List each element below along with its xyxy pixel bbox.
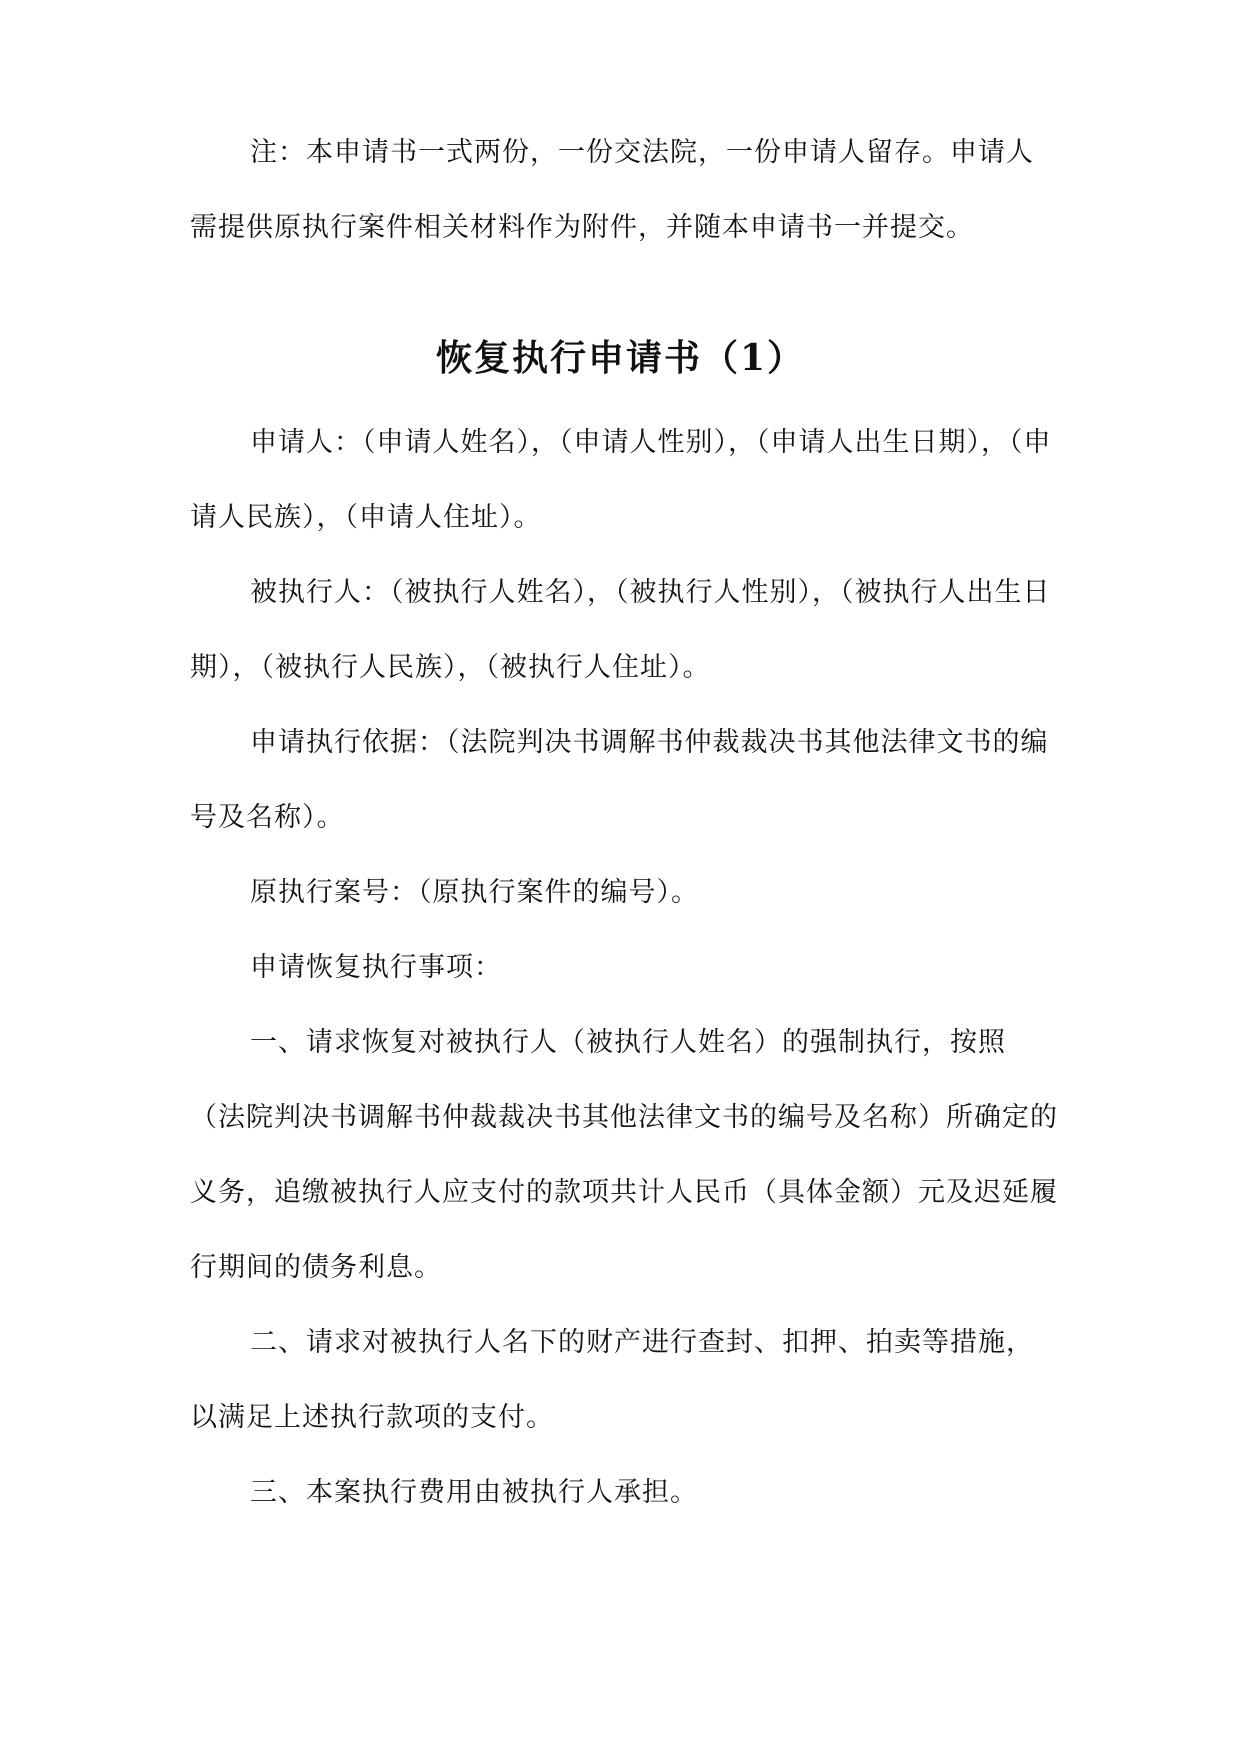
case-number-paragraph: 原执行案号：（原执行案件的编号）。 (250, 877, 699, 908)
items-heading: 申请恢复执行事项： (250, 952, 502, 983)
document-title: 恢复执行申请书（1） (435, 337, 806, 379)
item-2-paragraph: 二、请求对被执行人名下的财产进行查封、扣押、拍卖等措施，以满足上述执行款项的支付。 (190, 1327, 1034, 1433)
applicant-paragraph: 申请人：（申请人姓名），（申请人性别），（申请人出生日期），（申请人民族），（申请人住址）。 (190, 427, 1052, 533)
respondent-paragraph: 被执行人：（被执行人姓名），（被执行人性别），（被执行人出生日期），（被执行人民族），（被执行人住址）。 (190, 577, 1051, 683)
basis-paragraph: 申请执行依据：（法院判决书调解书仲裁裁决书其他法律文书的编号及名称）。 (190, 727, 1049, 833)
note-paragraph: 注：本申请书一式两份，一份交法院，一份申请人留存。申请人需提供原执行案件相关材料作为附件，并随本申请书一并提交。 (190, 137, 1034, 243)
item-1-paragraph: 一、请求恢复对被执行人（被执行人姓名）的强制执行，按照（法院判决书调解书仲裁裁决书其他法律文书的编号及名称）所确定的义务，追缴被执行人应支付的款项共计人民币（具体金额）元及迟延履行期间的债务利息。 (190, 1027, 1058, 1283)
item-3-paragraph: 三、本案执行费用由被执行人承担。 (250, 1477, 698, 1508)
